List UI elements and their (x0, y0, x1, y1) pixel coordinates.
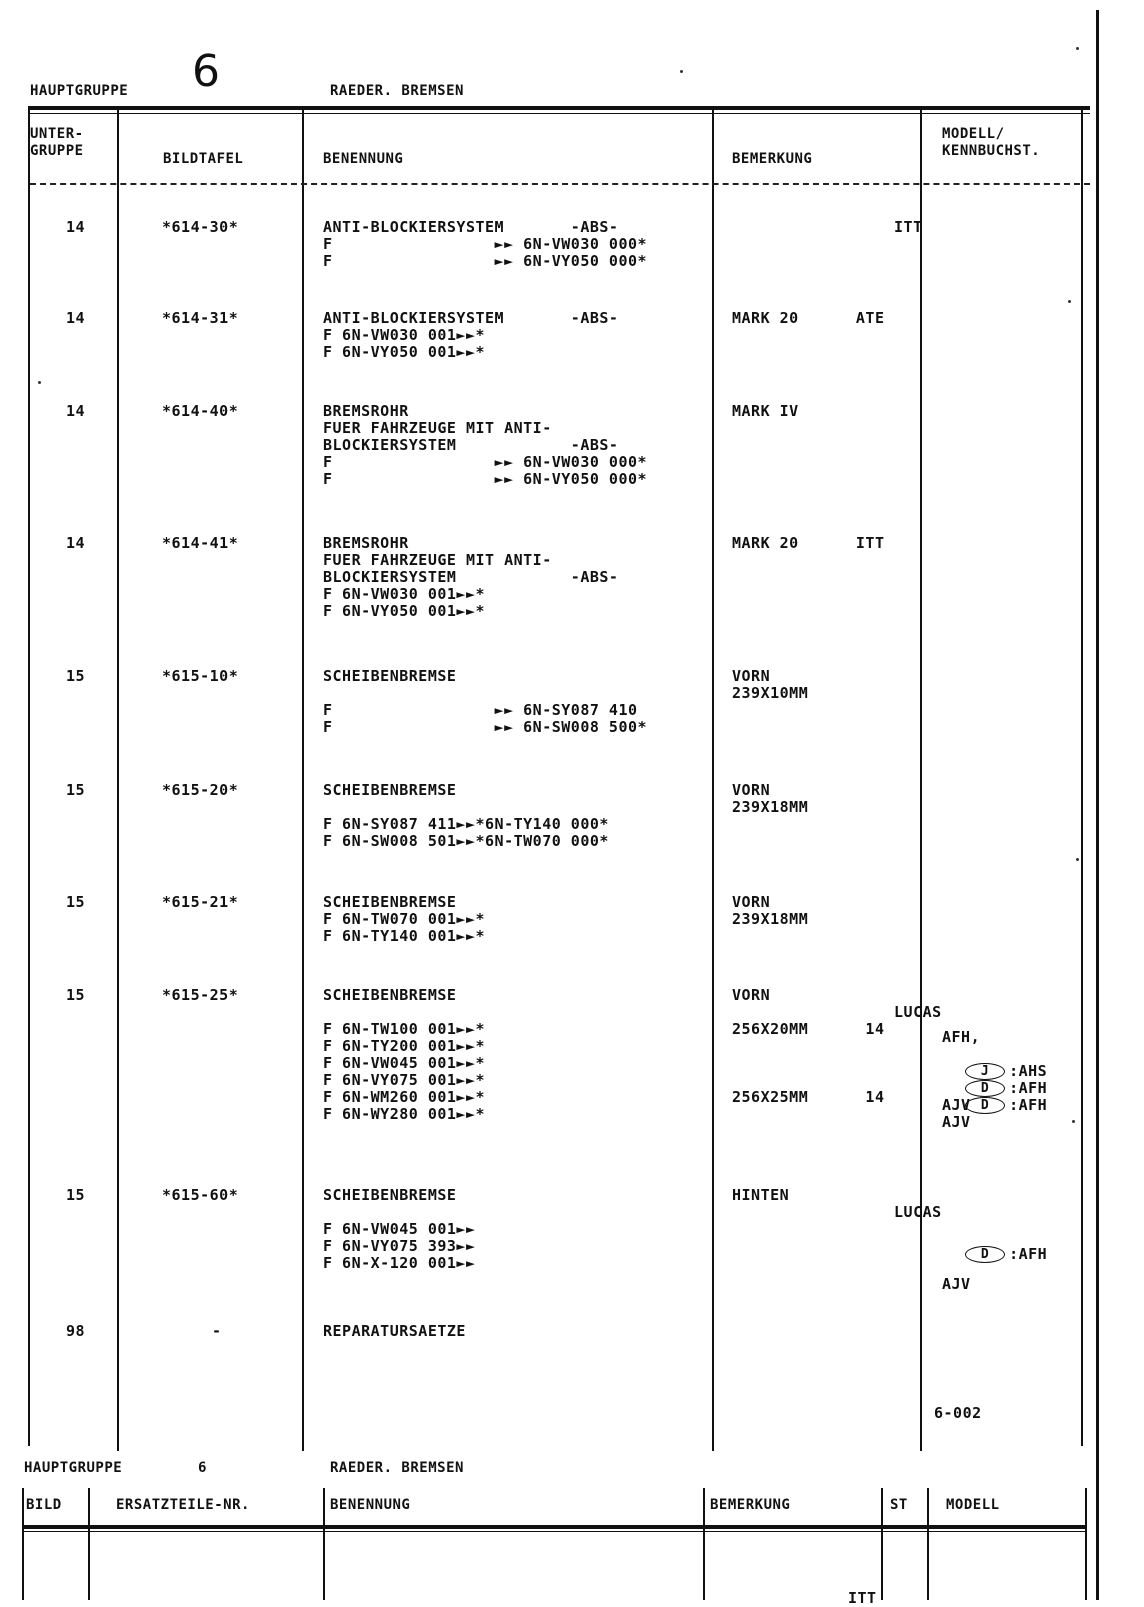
row-4-bemerkung: MARK 20 ITT (732, 534, 885, 552)
footer-group-title: RAEDER. BREMSEN (330, 1460, 464, 1476)
row-10-untergruppe: 98 (66, 1322, 86, 1340)
scan-speck (1068, 300, 1071, 303)
scan-speck (1072, 1120, 1075, 1123)
row-7-bildtafel: *615-21* (162, 893, 239, 911)
scan-speck (1076, 858, 1079, 861)
row-8-modell-ajv-2: AJV (942, 1113, 971, 1131)
row-9-untergruppe: 15 (66, 1186, 86, 1204)
row-5-bildtafel: *615-10* (162, 667, 239, 685)
row-2-bemerkung: MARK 20 ATE (732, 309, 885, 327)
circled-letter: D (965, 1246, 1005, 1263)
row-9-bildtafel: *615-60* (162, 1186, 239, 1204)
row-4-benennung: BREMSROHR FUER FAHRZEUGE MIT ANTI- BLOCKIERSYSTEM -ABS- F 6N-VW030 001►►* F 6N-VY050 001►►* (323, 534, 619, 620)
row-7-untergruppe: 15 (66, 893, 86, 911)
footer-group-label: HAUPTGRUPPE (24, 1460, 123, 1476)
row-7-benennung: SCHEIBENBREMSE F 6N-TW070 001►►* F 6N-TY140 001►►* (323, 893, 486, 945)
col-modell: MODELL/ KENNBUCHST. (942, 126, 1041, 159)
footer-col-st: ST (890, 1497, 908, 1513)
group-label: HAUPTGRUPPE (30, 83, 129, 99)
scan-speck (38, 381, 41, 384)
row-8-modell-afh: AFH, (942, 1028, 981, 1046)
top-rule-thin (28, 113, 1090, 114)
right-border (1081, 106, 1083, 1446)
row-2-untergruppe: 14 (66, 309, 86, 327)
row-1-untergruppe: 14 (66, 218, 86, 236)
footer-right-border (1085, 1488, 1087, 1600)
scan-speck (680, 70, 683, 73)
left-border (28, 106, 30, 1446)
row-3-untergruppe: 14 (66, 402, 86, 420)
col-divider-1 (117, 106, 119, 1451)
row-3-bemerkung: MARK IV (732, 402, 799, 420)
row-9-modell-ajv: AJV (942, 1275, 971, 1293)
footer-col-bemerkung: BEMERKUNG (710, 1497, 791, 1513)
circled-letter: D (965, 1097, 1005, 1114)
footer-col-4 (881, 1488, 883, 1600)
row-6-bildtafel: *615-20* (162, 781, 239, 799)
row-3-bildtafel: *614-40* (162, 402, 239, 420)
modell-code: :AHS (1009, 1062, 1048, 1080)
footer-col-ersatzteile: ERSATZTEILE-NR. (116, 1497, 250, 1513)
group-title: RAEDER. BREMSEN (330, 83, 464, 99)
row-5-bemerkung: VORN 239X10MM (732, 667, 809, 702)
col-divider-4 (920, 106, 922, 1451)
footer-left-border (22, 1488, 24, 1600)
footer-col-5 (927, 1488, 929, 1600)
page-edge (1096, 10, 1099, 1600)
row-8-modell-ajv-1: AJV (942, 1096, 971, 1114)
row-2-benennung: ANTI-BLOCKIERSYSTEM -ABS- F 6N-VW030 001►►* F 6N-VY050 001►►* (323, 309, 619, 361)
row-1-bemerkung: ITT (732, 218, 923, 236)
row-8-untergruppe: 15 (66, 986, 86, 1004)
row-1-bildtafel: *614-30* (162, 218, 239, 236)
row-10-bildtafel: - (212, 1322, 222, 1340)
row-8-bemerkung: VORN LUCAS 256X20MM 14 256X25MM 14 (732, 986, 942, 1106)
modell-code: :AFH (1009, 1079, 1048, 1097)
footer-col-1 (88, 1488, 90, 1600)
row-9-benennung: SCHEIBENBREMSE F 6N-VW045 001►► F 6N-VY075 393►► F 6N-X-120 001►► (323, 1186, 476, 1272)
col-divider-3 (712, 106, 714, 1451)
footer-col-bild: BILD (26, 1497, 62, 1513)
modell-code: :AFH (1009, 1245, 1048, 1263)
col-bemerkung: BEMERKUNG (732, 151, 813, 167)
row-6-untergruppe: 15 (66, 781, 86, 799)
footer-col-modell: MODELL (946, 1497, 1000, 1513)
scan-speck (1076, 47, 1079, 50)
top-rule (28, 106, 1090, 110)
group-number: 6 (192, 46, 221, 97)
modell-code: :AFH (1009, 1096, 1048, 1114)
row-2-bildtafel: *614-31* (162, 309, 239, 327)
row-1-benennung: ANTI-BLOCKIERSYSTEM -ABS- F ►► 6N-VW030 000* F ►► 6N-VY050 000* (323, 218, 648, 270)
row-4-bildtafel: *614-41* (162, 534, 239, 552)
footer-col-3 (703, 1488, 705, 1600)
row-5-benennung: SCHEIBENBREMSE F ►► 6N-SY087 410 F ►► 6N-SW008 500* (323, 667, 648, 736)
row-9-bemerkung: HINTEN LUCAS (732, 1186, 942, 1221)
row-8-benennung: SCHEIBENBREMSE F 6N-TW100 001►►* F 6N-TY200 001►►* F 6N-VW045 001►►* F 6N-VY075 001►►* F 6N-WM260 001►►* F 6N-WY280 001►►* (323, 986, 486, 1123)
row-3-benennung: BREMSROHR FUER FAHRZEUGE MIT ANTI- BLOCKIERSYSTEM -ABS- F ►► 6N-VW030 000* F ►► 6N-VY050 000* (323, 402, 648, 488)
footer-group-number: 6 (198, 1460, 207, 1476)
col-divider-2 (302, 106, 304, 1451)
footer-col-2 (323, 1488, 325, 1600)
row-10-benennung: REPARATURSAETZE (323, 1322, 466, 1340)
row-8-bildtafel: *615-25* (162, 986, 239, 1004)
row-6-benennung: SCHEIBENBREMSE F 6N-SY087 411►►*6N-TY140 000* F 6N-SW008 501►►*6N-TW070 000* (323, 781, 609, 850)
footer-col-benennung: BENENNUNG (330, 1497, 411, 1513)
row-4-untergruppe: 14 (66, 534, 86, 552)
footer-partial-text: ITT (848, 1589, 877, 1607)
header-dashed-rule (30, 183, 1090, 185)
col-untergruppe: UNTER- GRUPPE (30, 126, 84, 159)
col-benennung: BENENNUNG (323, 151, 404, 167)
footer-rule (22, 1525, 1087, 1529)
row-9-modell-code-1 (946, 1229, 1047, 1263)
circled-letter: D (965, 1080, 1005, 1097)
footer-rule-thin (22, 1531, 1087, 1532)
row-6-bemerkung: VORN 239X18MM (732, 781, 809, 816)
row-5-untergruppe: 15 (66, 667, 86, 685)
circled-letter: J (965, 1063, 1005, 1080)
page-number: 6-002 (934, 1404, 982, 1422)
col-bildtafel: BILDTAFEL (163, 151, 244, 167)
row-7-bemerkung: VORN 239X18MM (732, 893, 809, 928)
